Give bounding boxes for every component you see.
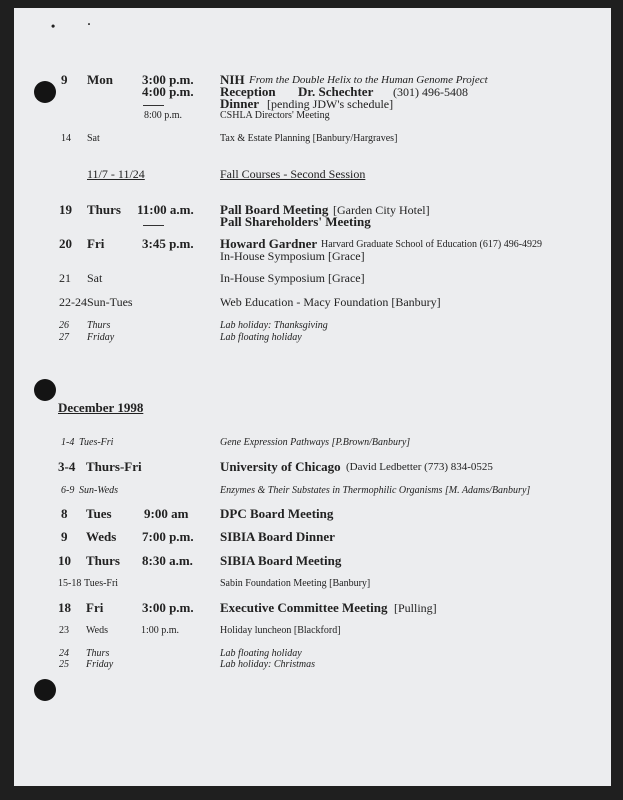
- event-title: SIBIA Board Meeting: [220, 553, 342, 568]
- weekday: Sat: [87, 271, 103, 285]
- event-title: In-House Symposium [Grace]: [220, 249, 365, 263]
- day-number: 21: [59, 271, 71, 285]
- event-time: 11:00 a.m.: [137, 202, 194, 217]
- binder-hole-bottom: [34, 679, 56, 701]
- weekday: Thurs: [86, 553, 120, 568]
- day-number: 15-18: [58, 578, 82, 589]
- day-number: 9: [61, 72, 68, 87]
- event-title: Gene Expression Pathways [P.Brown/Banbury]: [220, 437, 411, 448]
- weekday: Weds: [86, 625, 108, 636]
- event-title: In-House Symposium [Grace]: [220, 271, 365, 285]
- weekday: Sun-Tues: [87, 295, 133, 309]
- event-subtitle: From the Double Helix to the Human Genome Project: [249, 74, 488, 86]
- day-number: 18: [58, 600, 71, 615]
- event-title: Pall Board Meeting: [220, 202, 329, 217]
- event-time: 7:00 p.m.: [142, 529, 194, 544]
- event-time: 3:00 p.m.: [142, 600, 194, 615]
- day-number: 24: [59, 648, 69, 659]
- event-title: Executive Committee Meeting: [220, 600, 388, 615]
- event-detail: CSHLA Directors' Meeting: [220, 110, 330, 121]
- event-title: University of Chicago: [220, 459, 341, 474]
- day-number: 9: [61, 529, 68, 544]
- event-location: [Pulling]: [394, 601, 437, 615]
- event-time: 8:00 p.m.: [144, 110, 183, 121]
- weekday: Tues-Fri: [84, 578, 119, 589]
- event-time: 8:30 a.m.: [142, 553, 193, 568]
- weekday: Thurs: [86, 648, 110, 659]
- event-title: Reception: [220, 84, 276, 99]
- weekday: Friday: [86, 659, 114, 670]
- day-number: 26: [59, 320, 69, 331]
- weekday: Thurs: [87, 202, 121, 217]
- weekday: Fri: [87, 236, 105, 251]
- event-title: Pall Shareholders' Meeting: [220, 214, 371, 229]
- weekday: Mon: [87, 72, 113, 87]
- event-time: 3:45 p.m.: [142, 236, 194, 251]
- phone-number: (301) 496-5408: [393, 85, 468, 99]
- event-title: Tax & Estate Planning [Banbury/Hargraves]: [220, 133, 398, 144]
- weekday: Thurs-Fri: [86, 459, 142, 474]
- event-title: Lab floating holiday: [220, 332, 302, 343]
- event-title: Lab holiday: Christmas: [220, 659, 316, 670]
- event-title: SIBIA Board Dinner: [220, 529, 335, 544]
- event-host: Dr. Schechter: [298, 84, 374, 99]
- event-title: Web Education - Macy Foundation [Banbury]: [220, 295, 441, 309]
- weekday: Weds: [86, 529, 117, 544]
- weekday: Tues-Fri: [79, 437, 114, 448]
- weekday: Sat: [87, 133, 100, 144]
- day-number: 10: [58, 553, 71, 568]
- event-time: 1:00 p.m.: [141, 625, 180, 636]
- weekday: Tues: [86, 506, 112, 521]
- binder-hole-top: [34, 81, 56, 103]
- day-number: 20: [59, 236, 72, 251]
- event-time: 4:00 p.m.: [142, 84, 194, 99]
- event-time: 3:00 p.m.: [142, 72, 194, 87]
- weekday: Thurs: [87, 320, 111, 331]
- day-number: 14: [61, 133, 71, 144]
- time-placeholder-line: [143, 225, 164, 226]
- event-detail: Harvard Graduate School of Education (617) 496-4929: [321, 239, 543, 250]
- header-mark-left: •: [51, 19, 56, 33]
- header-mark-right: ·: [87, 17, 92, 31]
- time-placeholder-line: [143, 105, 164, 106]
- day-number: 1-4: [61, 437, 75, 448]
- day-number: 6-9: [61, 485, 75, 496]
- day-number: 27: [59, 332, 69, 343]
- weekday: Friday: [87, 332, 115, 343]
- day-number: 22-24: [59, 295, 87, 309]
- day-number: 25: [59, 659, 69, 670]
- event-title: Enzymes & Their Substates in Thermophilic Organisms [M. Adams/Banbury]: [220, 485, 531, 496]
- day-number: 8: [61, 506, 68, 521]
- event-location: [Garden City Hotel]: [333, 203, 430, 217]
- event-title: Holiday luncheon [Blackford]: [220, 625, 341, 636]
- day-number: 3-4: [58, 459, 76, 474]
- event-detail: (David Ledbetter (773) 834-0525: [346, 461, 493, 473]
- day-number: 19: [59, 202, 72, 217]
- event-note: [pending JDW's schedule]: [267, 97, 394, 111]
- event-title: Lab floating holiday: [220, 648, 302, 659]
- event-title: Fall Courses - Second Session: [220, 167, 366, 181]
- event-title: Howard Gardner: [220, 236, 318, 251]
- day-number: 23: [59, 625, 69, 636]
- month-heading: December 1998: [58, 400, 144, 415]
- event-title: Dinner: [220, 96, 259, 111]
- binder-hole-middle: [34, 379, 56, 401]
- event-title: NIH: [220, 72, 245, 87]
- weekday: Sun-Weds: [79, 485, 119, 496]
- event-title: Lab holiday: Thanksgiving: [220, 320, 328, 331]
- date-range: 11/7 - 11/24: [87, 167, 145, 181]
- event-time: 9:00 am: [144, 506, 189, 521]
- event-title: DPC Board Meeting: [220, 506, 334, 521]
- event-title: Sabin Foundation Meeting [Banbury]: [220, 578, 371, 589]
- weekday: Fri: [86, 600, 104, 615]
